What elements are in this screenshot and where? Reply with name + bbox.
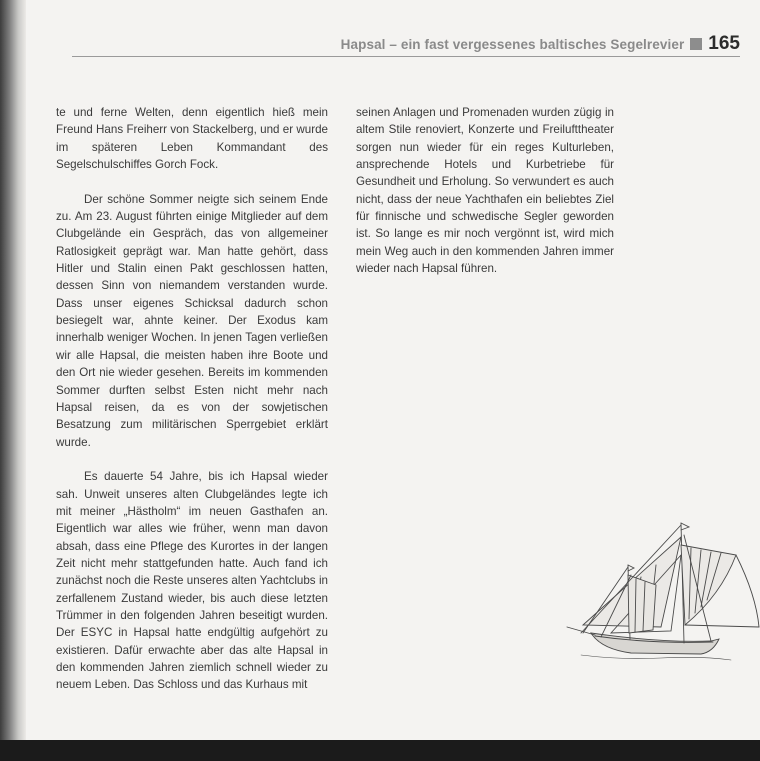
header-title: Hapsal – ein fast vergessenes baltisches Segelrevier [340,36,685,52]
paragraph-3: Es dauerte 54 Jahre, bis ich Hapsal wieder sah. Unweit unseres alten Clubgeländes legte ich mit meiner „Hästholm“ im neuen Gasthafen an. Eigentlich war alles wie früher, wenn man davon absah, dass eine Pflege des Kurortes in der langen Zeit nicht mehr stattgefunden hatte. Auch fand ich zunächst noch die Reste unseres alten Yachtclubs in zerfallenem Zustand wieder, bis auch diese letzten Trümmer in den folgenden Jahren beseitigt wurden. Der ESYC in Hapsal hatte endgültig aufgehört zu existieren. Dafür erwachte aber das alte Hapsal in den kommenden Jahren ziemlich schnell wieder zu neuem Leben. Das Schloss und das Kurhaus mit [56,470,328,692]
paragraph-2: Der schöne Sommer neigte sich seinem Ende zu. Am 23. August führten einige Mitglieder auf dem Clubgelände ein Gespräch, das von allgemeiner Ratlosigkeit geprägt war. Man hatte gehört, dass Hitler und Stalin einen Pakt geschlossen hatten, dessen Sinn von niemandem verstanden wurde. Dass unser eigenes Schicksal dadurch schon besiegelt war, ahnte keiner. Der Exodus kam innerhalb weniger Wochen. In jenen Tagen verließen wir alle Hapsal, die meisten haben ihre Boote und den Ort nie wieder gesehen. Bereits im kommenden Sommer durften selbst Esten nicht mehr nach Hapsal reisen, da es von der sowjetischen Besatzung zum militärischen Sperrgebiet erklärt wurde. [56,192,328,449]
scan-bottom-edge [0,740,760,761]
page-number: 165 [708,33,740,54]
book-spine-shadow [0,0,26,740]
header-square-marker [690,38,702,50]
right-text-column [356,104,614,295]
book-page [26,0,760,740]
running-header [26,30,740,58]
paragraph-1: te und ferne Welten, denn eigentlich hieß mein Freund Hans Freiherr von Stackelberg, und er wurde im späteren Leben Kommandant des Segelschulschiffes Gorch Fock. [56,106,328,172]
header-rule [72,56,740,57]
left-text-column [56,104,328,711]
sailing-ship-icon [561,515,760,665]
paragraph-4: seinen Anlagen und Promenaden wurden zügig in altem Stile renoviert, Konzerte und Freilufttheater sorgen nun wieder für ein reges Kulturleben, ansprechende Hotels und Kurbetriebe für Gesundheit und Erholung. So verwundert es auch nicht, dass der neue Yachthafen ein beliebtes Ziel für finnische und schwedische Segler geworden ist. So lange es mir noch vergönnt ist, wird mich mein Weg auch in den kommenden Jahren immer wieder nach Hapsal führen. [356,106,614,276]
